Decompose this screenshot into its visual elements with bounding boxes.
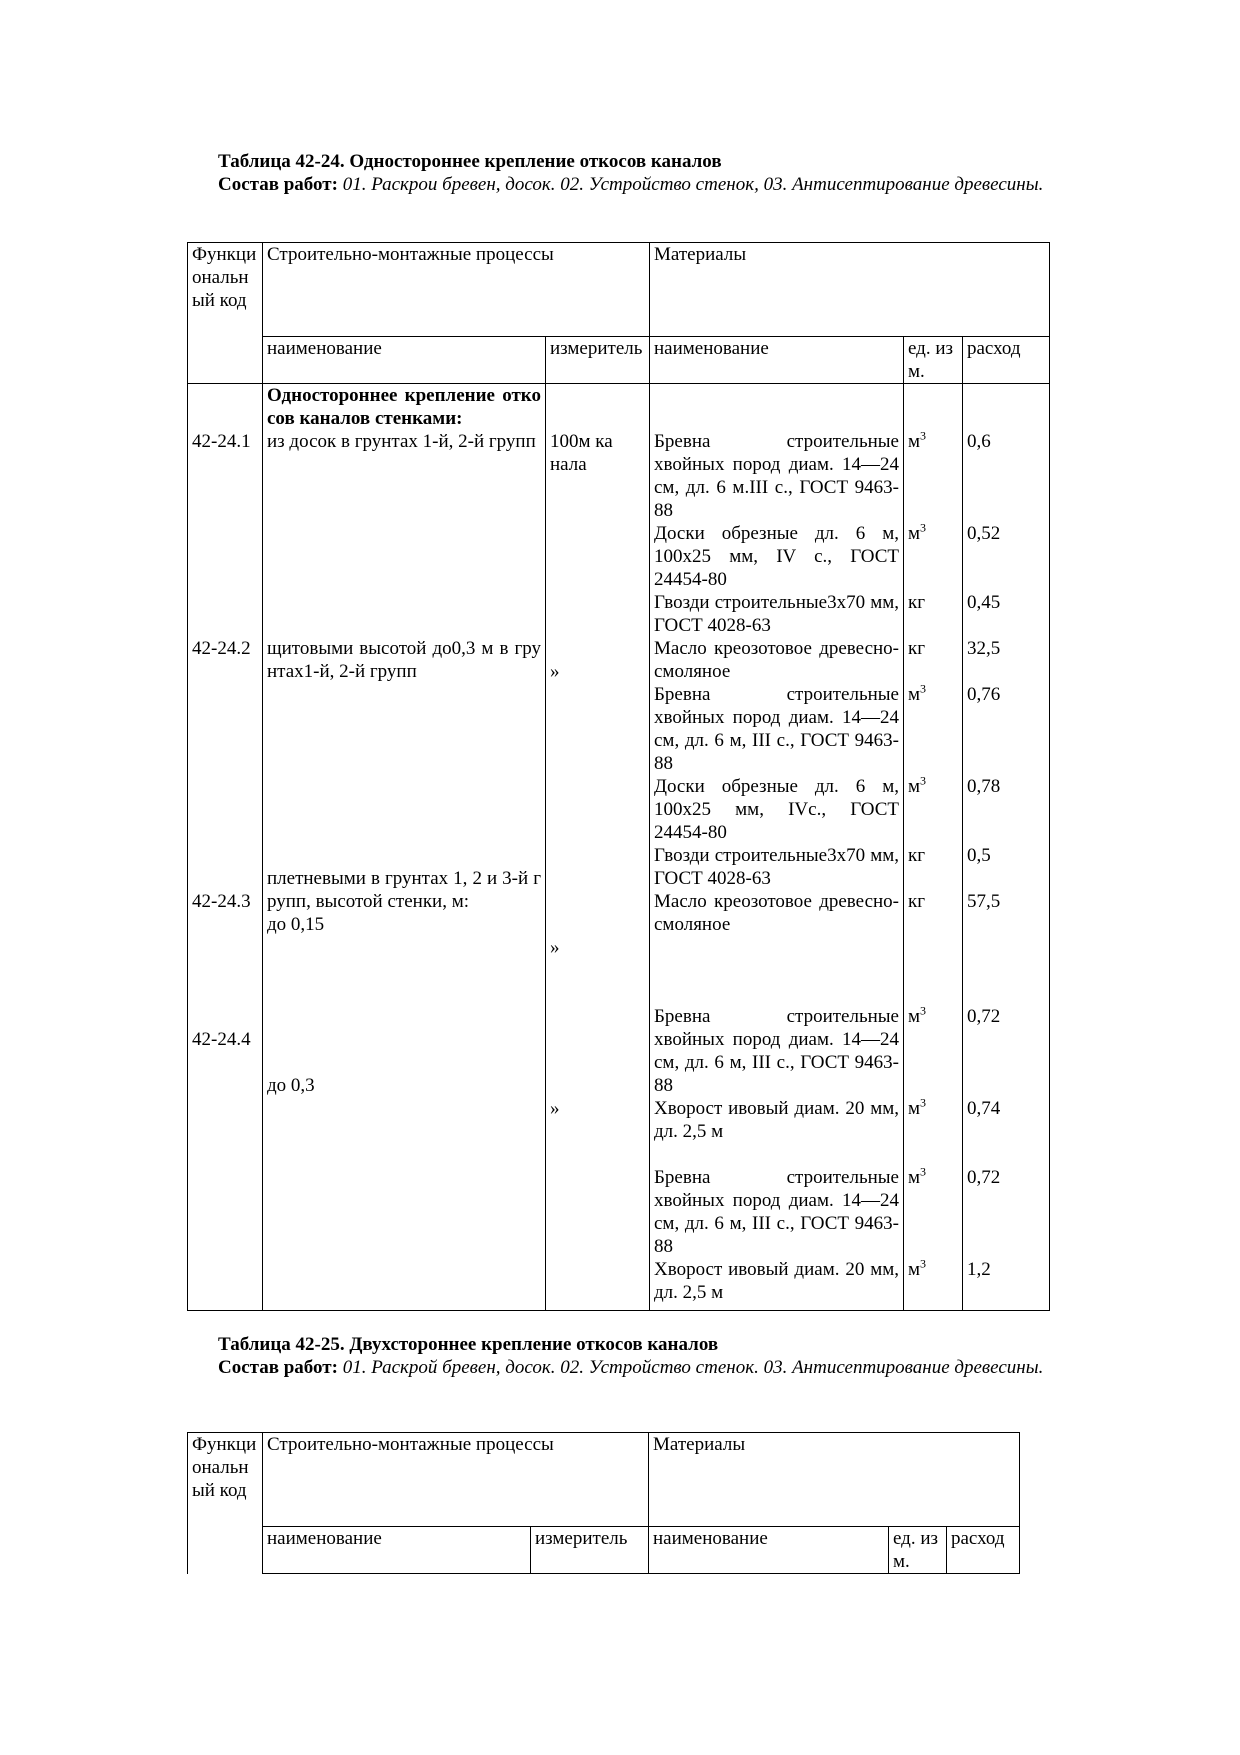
header-materials: Материалы (650, 243, 1050, 337)
material-name: Бревна строительные хвойных пород диам. 14—24 см, дл. 6 м, III с., ГОСТ 9463-88 (654, 1167, 899, 1257)
material-unit: $м^3$ (908, 1164, 927, 1188)
material-rate: 1,2 (967, 1259, 991, 1280)
material-unit: $м^3$ (908, 681, 927, 705)
header-code: Функциональный код (188, 1433, 263, 1574)
material-name: Бревна строительные хвойных пород диам. 14—24 см, дл. 6 м, III с., ГОСТ 9463-88 (654, 684, 899, 774)
process-unit: » (550, 661, 560, 682)
material-unit: $м^3$ (908, 428, 927, 452)
material-unit: $м^3$ (908, 773, 927, 797)
process-unit: » (550, 937, 560, 958)
header-proc-unit: измеритель (531, 1527, 649, 1574)
material-rate: 0,45 (967, 592, 1001, 613)
material-name: Доски обрезные дл. 6 м, 100x25 мм, IV с., ГОСТ 24454-80 (654, 523, 899, 590)
process-name: щитовыми высотой до0,3 м в грунтах1-й, 2-й групп (267, 638, 541, 682)
material-unit: $м^3$ (908, 520, 927, 544)
material-rate: 0,72 (967, 1167, 1001, 1188)
table2-composition (188, 1356, 1050, 1379)
header-mat-rate: расход (947, 1527, 1020, 1574)
material-name: Доски обрезные дл. 6 м, 100x25 мм, IVc., ГОСТ 24454-80 (654, 776, 899, 843)
row-code: 42-24.3 (192, 891, 251, 912)
header-processes: Строительно-монтажные процессы (263, 1433, 649, 1527)
material-unit: кг (908, 638, 926, 659)
material-rate: 0,76 (967, 684, 1001, 705)
header-mat-name: наименование (649, 1527, 889, 1574)
material-name: Хворост ивовый диам. 20 мм, дл. 2,5 м (654, 1259, 899, 1303)
code-column (188, 384, 263, 1311)
section-title: Одностороннее крепление откосов каналов стенками: (267, 385, 541, 429)
material-unit: $м^3$ (908, 1003, 927, 1027)
header-mat-unit: ед. изм. (904, 337, 963, 384)
table2-title: Таблица 42-25. Двухстороннее крепление откосов каналов (218, 1334, 719, 1355)
header-proc-name: наименование (263, 337, 546, 384)
row-code: 42-24.1 (192, 431, 251, 452)
material-rate: 0,74 (967, 1098, 1001, 1119)
material-rate: 0,78 (967, 776, 1001, 797)
row-code: 42-24.2 (192, 638, 251, 659)
composition-text: 01. Раскрои бревен, досок. 02. Устройство стенок, 03. Антисептирование древесины. (337, 174, 1044, 195)
material-rate: 0,5 (967, 845, 991, 866)
material-name: Бревна строительные хвойных пород диам. 14—24 см, дл. 6 м.III с., ГОСТ 9463-88 (654, 431, 899, 521)
material-rate: 0,72 (967, 1006, 1001, 1027)
process-unit-column (546, 384, 650, 1311)
header-proc-unit: измеритель (546, 337, 650, 384)
process-name: из досок в грунтах 1-й, 2-й групп (267, 431, 536, 452)
composition-label: Состав работ: (218, 1357, 338, 1378)
header-materials: Материалы (649, 1433, 1020, 1527)
composition-text: 01. Раскрой бревен, досок. 02. Устройство стенок. 03. Антисептирование древесины. (337, 1357, 1044, 1378)
material-unit: $м^3$ (908, 1256, 927, 1280)
material-unit: $м^3$ (908, 1095, 927, 1119)
process-unit: » (550, 1098, 560, 1119)
table1-composition (188, 173, 1050, 196)
table1-caption (188, 150, 1050, 196)
header-code: Функциональный код (188, 243, 263, 384)
material-name: Гвозди строительные3x70 мм, ГОСТ 4028-63 (654, 845, 899, 889)
material-rate: 0,52 (967, 523, 1001, 544)
header-proc-name: наименование (263, 1527, 531, 1574)
material-unit: кг (908, 592, 926, 613)
table-body (188, 384, 1050, 1311)
material-rate: 57,5 (967, 891, 1001, 912)
group-title: плетневыми в грунтах 1, 2 и 3-й групп, высотой стенки, м: (267, 868, 541, 912)
material-unit: кг (908, 891, 926, 912)
process-name: до 0,15 (267, 914, 325, 935)
composition-label: Состав работ: (218, 174, 338, 195)
material-unit: кг (908, 845, 926, 866)
process-unit: 100м канала (550, 431, 613, 475)
table1-title: Таблица 42-24. Одностороннее крепление откосов каналов (218, 151, 722, 172)
header-mat-unit: ед. изм. (889, 1527, 947, 1574)
process-name-column (263, 384, 546, 1311)
row-code: 42-24.4 (192, 1029, 251, 1050)
material-name: Гвозди строительные3x70 мм, ГОСТ 4028-63 (654, 592, 899, 636)
material-name: Масло креозотовое древесно-смоляное (654, 638, 899, 682)
material-unit-column (904, 384, 963, 1311)
table2-caption (188, 1333, 1050, 1379)
header-processes: Строительно-монтажные процессы (263, 243, 650, 337)
process-name: до 0,3 (267, 1075, 315, 1096)
material-rate-column (963, 384, 1050, 1311)
material-name: Хворост ивовый диам. 20 мм, дл. 2,5 м (654, 1098, 899, 1142)
table-42-24 (187, 242, 1050, 1311)
material-rate: 32,5 (967, 638, 1001, 659)
header-mat-rate: расход (963, 337, 1050, 384)
material-name-column (650, 384, 904, 1311)
header-mat-name: наименование (650, 337, 904, 384)
table-42-25 (187, 1432, 1020, 1574)
material-name: Масло креозотовое древесно-смоляное (654, 891, 899, 935)
material-name: Бревна строительные хвойных пород диам. 14—24 см, дл. 6 м, III с., ГОСТ 9463-88 (654, 1006, 899, 1096)
material-rate: 0,6 (967, 431, 991, 452)
